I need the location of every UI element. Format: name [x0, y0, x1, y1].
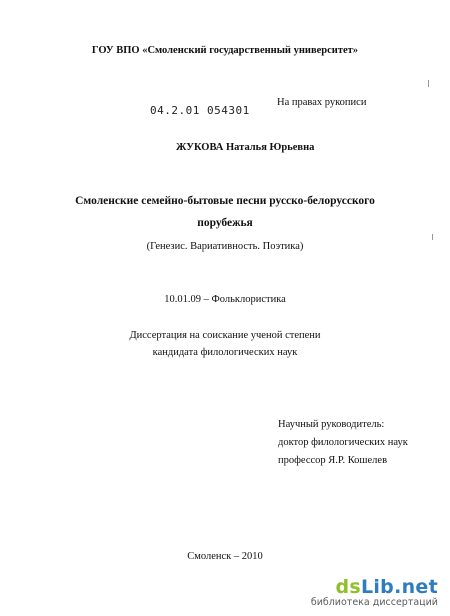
- organization-heading: ГОУ ВПО «Смоленский государственный университет»: [91, 45, 359, 56]
- supervisor-name: профессор Я.Р. Кошелев: [278, 455, 388, 466]
- dslib-logo: dsLib.net: [335, 576, 438, 598]
- place-year: Смоленск – 2010: [187, 551, 263, 562]
- dissertation-title-line1: Смоленские семейно-бытовые песни русско-белорусского: [75, 195, 375, 207]
- dissertation-subtitle: (Генезис. Вариативность. Поэтика): [146, 241, 304, 252]
- degree-line1: Диссертация на соискание ученой степени: [129, 330, 321, 341]
- degree-line2: кандидата филологических наук: [152, 347, 298, 358]
- scan-mark: [428, 80, 429, 87]
- rights-note: На правах рукописи: [277, 97, 367, 108]
- archive-stamp: 04.2.01 054301: [150, 104, 250, 117]
- dissertation-title-line2: порубежья: [197, 217, 253, 229]
- dslib-subtitle: библиотека диссертаций: [310, 597, 438, 608]
- specialty-code: 10.01.09 – Фольклористика: [164, 294, 286, 305]
- author-name: ЖУКОВА Наталья Юрьевна: [176, 142, 315, 153]
- supervisor-degree: доктор филологических наук: [278, 437, 408, 448]
- dslib-watermark[interactable]: [311, 577, 438, 608]
- supervisor-label: Научный руководитель:: [278, 419, 385, 430]
